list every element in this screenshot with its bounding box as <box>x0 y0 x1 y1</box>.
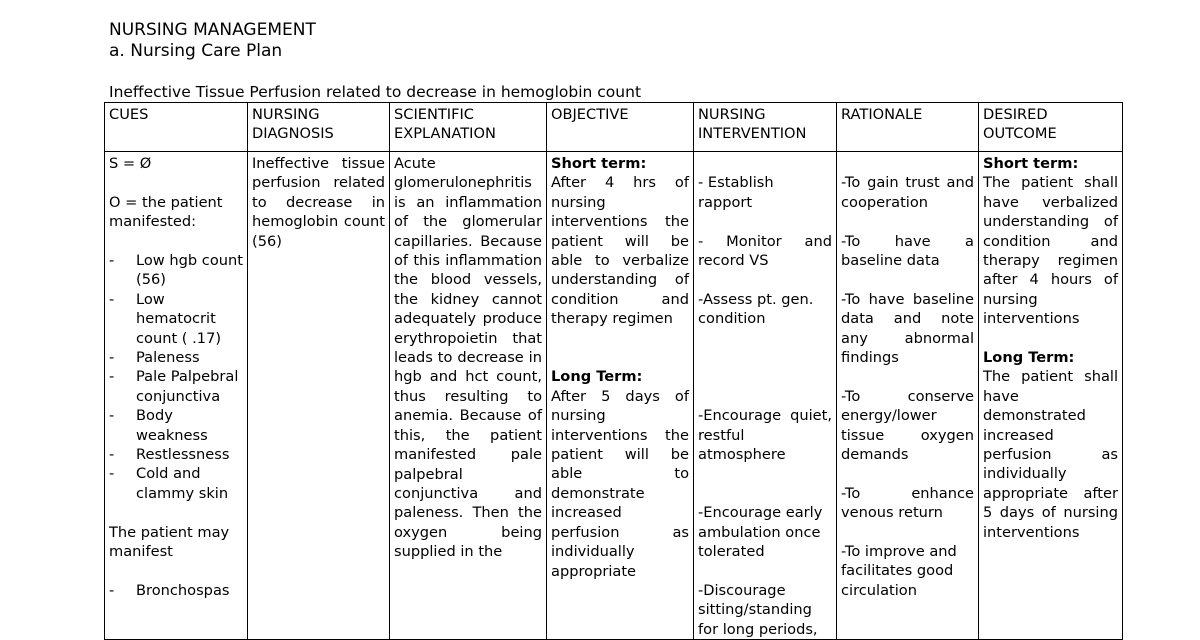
column-header-intervention: NURSING INTERVENTION <box>694 103 837 152</box>
diagnosis-text: Ineffective tissue perfusion related to decrease in hemoglobin count (56) <box>252 155 385 250</box>
column-header-diagnosis: NURSING DIAGNOSIS <box>248 103 390 152</box>
may-manifest-label: The patient may manifest <box>109 523 230 561</box>
column-header-explanation: SCIENTIFIC EXPLANATION <box>390 103 547 152</box>
intervention-item: - Monitor and record VS <box>698 232 832 269</box>
list-item: - Cold and clammy skin <box>109 464 243 503</box>
rationale-item: -To conserve energy/lower tissue oxygen demands <box>841 387 974 464</box>
rationale-item: -To have a baseline data <box>841 232 974 269</box>
short-term-label: Short term: <box>551 155 647 172</box>
intervention-item: -Assess pt. gen. condition <box>698 290 814 328</box>
outcome-cell <box>979 152 1123 640</box>
care-plan-table <box>104 102 1123 640</box>
list-item: - Low hgb count (56) <box>109 251 243 290</box>
short-term-label: Short term: <box>983 155 1079 172</box>
column-header-rationale: RATIONALE <box>837 103 979 152</box>
list-item: - Body weakness <box>109 406 243 445</box>
column-header-outcome: DESIRED OUTCOME <box>979 103 1123 152</box>
list-item: - Paleness <box>109 348 243 367</box>
objective-cue-intro: O = the patient manifested: <box>109 193 223 231</box>
list-item: - Pale Palpebral conjunctiva <box>109 367 243 406</box>
long-term-label: Long Term: <box>551 368 643 386</box>
explanation-cell <box>390 152 547 640</box>
cue-list-secondary <box>109 581 243 600</box>
long-term-label: Long Term: <box>983 349 1075 367</box>
diagnosis-cell <box>248 152 390 640</box>
objective-cell <box>547 152 694 640</box>
cue-list <box>109 251 243 503</box>
list-item: - Low hematocrit count ( .17) <box>109 290 243 348</box>
table-row <box>105 152 1123 640</box>
short-term-outcome: The patient shall have verbalized understanding of condition and therapy regimen after 4 hours of nursing interventions <box>983 174 1118 328</box>
section-heading: NURSING MANAGEMENT <box>109 20 316 40</box>
short-term-objective: After 4 hrs of nursing interventions the patient will be able to verbalize understanding of condition and therapy regimen <box>551 174 689 328</box>
long-term-outcome: The patient shall have demonstrated increased perfusion as individually appropriate after 5 days of nursing interventions <box>983 368 1118 541</box>
rationale-item: -To improve and facilitates good circulation <box>841 543 957 599</box>
rationale-item: -To enhance venous return <box>841 484 974 522</box>
rationale-item: -To have baseline data and note any abnormal findings <box>841 290 974 367</box>
column-header-objective: OBJECTIVE <box>547 103 694 152</box>
intervention-cell <box>694 152 837 640</box>
list-item: - Restlessness <box>109 445 243 464</box>
intervention-item: -Discourage sitting/standing for long periods, <box>698 581 818 638</box>
intervention-item: -Encourage quiet, restful atmosphere <box>698 407 832 463</box>
intervention-item: -Encourage early ambulation once tolerated <box>698 504 823 560</box>
subsection-heading: a. Nursing Care Plan <box>109 41 283 61</box>
subjective-cue: S = Ø <box>109 155 152 172</box>
list-item: - Bronchospas <box>109 581 243 600</box>
table-header-row <box>105 103 1123 152</box>
rationale-item: -To gain trust and cooperation <box>841 174 974 211</box>
column-header-cues: CUES <box>105 103 248 152</box>
care-plan-title: Ineffective Tissue Perfusion related to decrease in hemoglobin count <box>109 83 642 101</box>
intervention-item: - Establish rapport <box>698 174 774 211</box>
long-term-objective: After 5 days of nursing interventions the patient will be able to demonstrate increased perfusion as individually appropriate <box>551 387 689 580</box>
cues-cell <box>105 152 248 640</box>
rationale-cell <box>837 152 979 640</box>
explanation-text: Acute glomerulonephritis is an inflammation of the glomerular capillaries. Because of this inflammation the blood vessels, the kidney cannot adequately produce erythropoietin that leads to decrease in hgb and hct count, thus resulting to anemia. Because of this, the patient manifested pale palpebral conjunctiva and paleness. Then the oxygen being supplied in the <box>394 155 542 561</box>
